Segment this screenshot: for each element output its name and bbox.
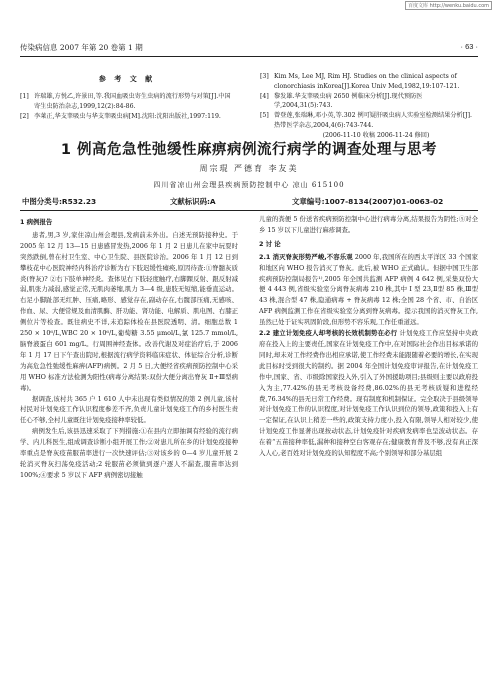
body-paragraph: 据调查,该村共 365 户 1 610 人中未出现有类似情况的第 2 例儿童,该村村民对计划免疫工作认识程度参差不齐,负责儿童计划免疫工作的乡村医生责任心不够,全村儿童既往计划免疫接种率较低。: [20, 394, 238, 425]
body-paragraph: 儿童的粪便 5 份送省疾病预防控制中心进行病毒分离,结果报告为阴性;⑤对全乡 15 岁以下儿童进行麻疹调查。: [259, 215, 478, 234]
references-right: [260, 72, 478, 141]
header-rule: [20, 56, 478, 57]
references-heading: 参 考 文 献: [98, 74, 156, 83]
section-heading: 1 病例报告: [20, 218, 53, 226]
clc-number: 中图分类号:R532.23: [22, 197, 97, 206]
subsection-paragraph: [259, 252, 478, 328]
reference-number: [5]: [260, 112, 269, 120]
subsection-heading: 2.2 建立计划免疫人却考核的长效机制势在必行: [259, 329, 398, 338]
reference-number: [2]: [20, 112, 29, 120]
reference-text: Kim Ms, Lee MJ, Rim HJ. Studies on the clinical aspects of clonorchiasis inKorea[J].Korea Univ Med,1982,19:107-121.: [274, 73, 460, 90]
references-left: [20, 92, 234, 121]
journal-name: 传染病信息 2007 年第 20 卷第 1 期: [20, 43, 143, 52]
watermark: 百度文库 http://wenku.baidu.com: [405, 1, 492, 10]
received-dates: (2006-11-10 收稿 2006-11-24 修回): [322, 131, 430, 139]
subsection-text: 计划免疫工作应坚持中央政府在投入上的主要责任,国家在计划免疫工作中,在对国际社会作出目标承诺的同时,却未对工作经费作出相应承诺,使工作经费未能跟随着必要的增长,在实现此目标时受到很大的制约。据 2004 年全国计划免疫审评报告,在计划免疫工作中,国家、省、市级除国家投入外,引入了外国援助项目;县级则主要以政府投入为主,77.42%的县无考核设备经费,86.02%的县无考核质疑和进程经费,76.34%的县无日常工作经费。现有制度和机制保证。完全取决于县级领导对计划免疫工作的认识程度,对计划免疫工作认识到位的领导,政策和投入上有一定保证,在认识上稍差一些的,政策支持力度小,投入有限,领导人相对较少,使计划免疫工作显著出现按动状态,计划免疫针对疾病发病率也呈波动状态。存在着“五苗接种率低,漏种和接种空白客观存在;健康教育普及不够,没有真正深入人心,老百姓对计划免疫的认知程度不高;个别领导和部分基层组: [259, 329, 478, 458]
reference-text: 曾登莲,张瑞琳,邓小英,等.302 例可疑肝吸虫病人实验室检测结果分析[J].热带医学杂志,2004,4(6):743-744.: [274, 112, 472, 129]
meta-rule: [20, 210, 478, 211]
reference-number: [4]: [260, 92, 269, 100]
left-column: [20, 214, 238, 481]
right-column: [259, 214, 478, 459]
reference-number: [1]: [20, 93, 29, 100]
section-heading: 2 讨 论: [259, 239, 281, 248]
document-code: 文献标识码:A: [170, 197, 216, 206]
reference-item: [260, 92, 478, 112]
subsection-text: 2000 年,我国所在的西太平洋区 33 个国家和地区向 WHO 报告消灭了脊灰。此后,被 WHO 正式确认。但据中国卫生部疾病预防控制局报告¹⁾,2005 年全国共监测 AFP 病例 4 642 例,采集双份大便 4 443 例,省级实验室分离脊灰病毒 210 株,其中 I 型 23,Ⅱ型 85 株,Ⅲ型 43 株,混合型 47 株,隐通病毒 + 脊灰病毒 12 株;全国 28 个省、市、自治区 AFP 病例监测工作在省级实验室分离到脊灰病毒。提示我国的消灭脊灰工作,虽然已处于证实巩固阶段,但形势不容乐观,工作任重道远。: [259, 252, 478, 327]
body-paragraph: 病例发生后,该县迅速采取了下列措施:①在县内立即抽调有经验的流行病学、内儿科医生,组成调查诊断小组开展工作;②对患儿所在乡的计划免疫接种率重点是脊灰疫苗服苗率进行一次快速评估;③对该乡的 0—4 岁儿童开展 2 轮消灭脊灰扫荡免疫活动;2 轮服苗必须做到逐户逐人不漏查,服苗率达到 100%;④要求 5 岁以下 AFP 病例密切接触: [20, 427, 238, 479]
reference-text: 黎发雄.华支睾吸虫病 2650 例临床分析[J].现代预防医学,2004,31(5):743.: [274, 92, 423, 110]
reference-item: [20, 92, 234, 112]
reference-text: 许瑞雄,方悦乙,许景田,等.我国血吸虫寄生虫病的流行形势与对策[J].中国寄生虫防治杂志,1999,12(2):84-86.: [34, 93, 231, 110]
subsection-paragraph: [259, 328, 478, 459]
reference-number: [3]: [260, 73, 269, 80]
reference-item: [260, 111, 478, 131]
article-affiliation: 四川省凉山州会理县疾病预防控制中心 凉山 615100: [153, 181, 345, 189]
reference-item: [260, 72, 478, 92]
body-paragraph: 患者,男,3 岁,家住凉山州会理县,发病前未外出。自述无预防接种史。于 2005 年 12 月 13—15 日患感冒发热,2006 年 1 月 2 日患儿在家中玩耍时突然跌倒,曾在村卫生室、中心卫生院、县医院诊治。2006 年 1 月 12 日到攀枝花中心医院神经内科治疗诊断为右下肢迟缓性瘫痪,原因待查:①脊髓灰质炎(脊灰)? ②右下肢单神经炎。查体见右下肢轻度触疗,右脚踝反射、跟反射减弱,肌张力减弱,感觉正常,无肌肉萎缩,肌力 3—4 级,患肢无短缩,能垂直运动。右足小脚趾部无红肿、压痛,略形、感觉存在,副动存在,右髋部压痛,无感咳、作血、尿、大便常规及血清肌酶、肝功能、肾功能、电解质、肌电图、右膝正侧位片等检查。既往病史不详,未追踪体检在县医院透明、清。细胞总数 1 250 × 10⁶/L,WBC 20 × 10⁶/L,葡萄糖 3.55 μmol/L,氯 125.7 mmol/L,脑脊液蛋白 601 mg/L。行周围神经查体。改善代谢及对症治疗后,于 2006 年 1 月 17 日下午查出院时,根据流行病学资料临床症状、体征综合分析,诊断为高危急性弛缓性麻痹(AFP)病例。2 月 5 日,大便经省疾病预防控制中心采用 WHO 标准方法检测为阳性(病毒分离结果:双份大便分离出脊灰 Ⅱ+Ⅲ型病毒)。: [20, 230, 238, 392]
reference-item: [20, 112, 234, 122]
subsection-heading: 2.1 消灭脊灰形势严峻,不容乐观: [259, 252, 353, 261]
page-number: · 63 ·: [460, 42, 478, 51]
article-authors: 周宗琨 严德育 李友美: [199, 164, 299, 173]
reference-text: 李莱正,华支睾吸虫与华支睾吸虫病[M].沈阳:沈阳出版社,1997:119.: [34, 112, 221, 120]
article-number: 文章编号:1007-8134(2007)01-0063-02: [292, 197, 444, 206]
article-title: 1 例高危急性弛缓性麻痹病例流行病学的调查处理与思考: [60, 142, 438, 158]
